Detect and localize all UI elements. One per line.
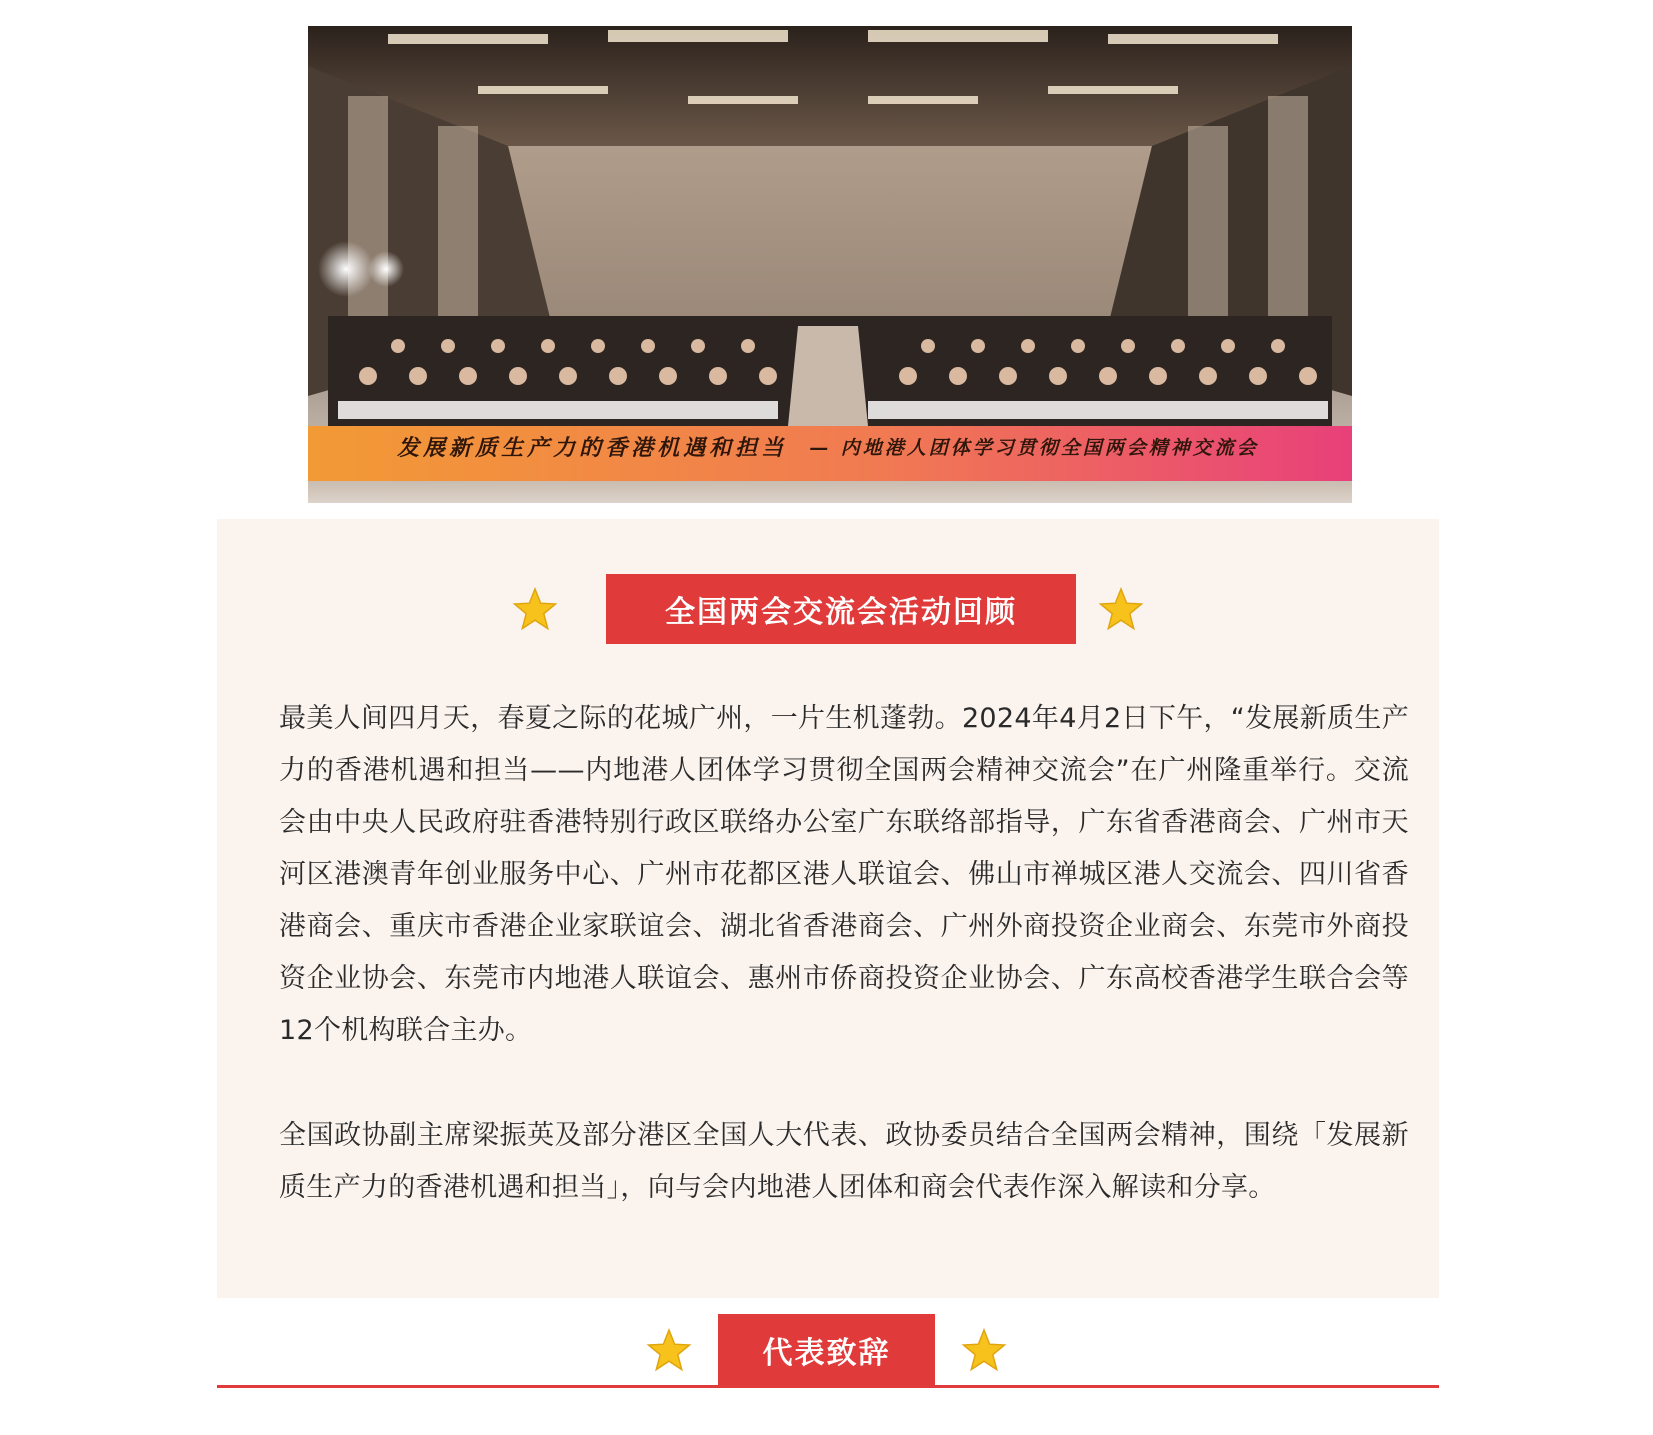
section-divider — [217, 1385, 1439, 1388]
review-paragraph: 最美人间四月天，春夏之际的花城广州，一片生机蓬勃。2024年4月2日下午，“发展新质生产力的香港机遇和担当——内地港人团体学习贯彻全国两会精神交流会”在广州隆重举行。交流会由中央人民政府驻香港特别行政区联络办公室广东联络部指导，广东省香港商会、广州市天河区港澳青年创业服务中心、广州市花都区港人联谊会、佛山市禅城区港人交流会、四川省香港商会、重庆市香港企业家联谊会、湖北省香港商会、广州外商投资企业商会、东莞市外商投资企业协会、东莞市内地港人联谊会、惠州市侨商投资企业协会、广东高校香港学生联合会等12个机构联合主办。 — [279, 703, 1409, 1046]
star-icon — [646, 1328, 692, 1372]
review-title: 全国两会交流会活动回顾 — [606, 574, 1076, 644]
star-icon — [961, 1328, 1007, 1372]
event-photo — [308, 26, 1352, 503]
star-icon — [512, 587, 558, 631]
review-paragraph: 全国政协副主席梁振英及部分港区全国人大代表、政协委员结合全国两会精神，围绕「发展新质生产力的香港机遇和担当」，向与会内地港人团体和商会代表作深入解读和分享。 — [279, 1120, 1409, 1203]
speech-title: 代表致辞 — [718, 1314, 935, 1385]
speech-heading — [0, 1314, 1653, 1385]
star-icon — [1098, 587, 1144, 631]
review-heading — [217, 574, 1439, 644]
banner-text — [348, 421, 1308, 471]
banner-main-title: 发展新质生产力的香港机遇和担当 — [397, 434, 788, 461]
review-panel — [217, 519, 1439, 1298]
banner-subtitle: — 内地港人团体学习贯彻全国两会精神交流会 — [809, 436, 1259, 459]
